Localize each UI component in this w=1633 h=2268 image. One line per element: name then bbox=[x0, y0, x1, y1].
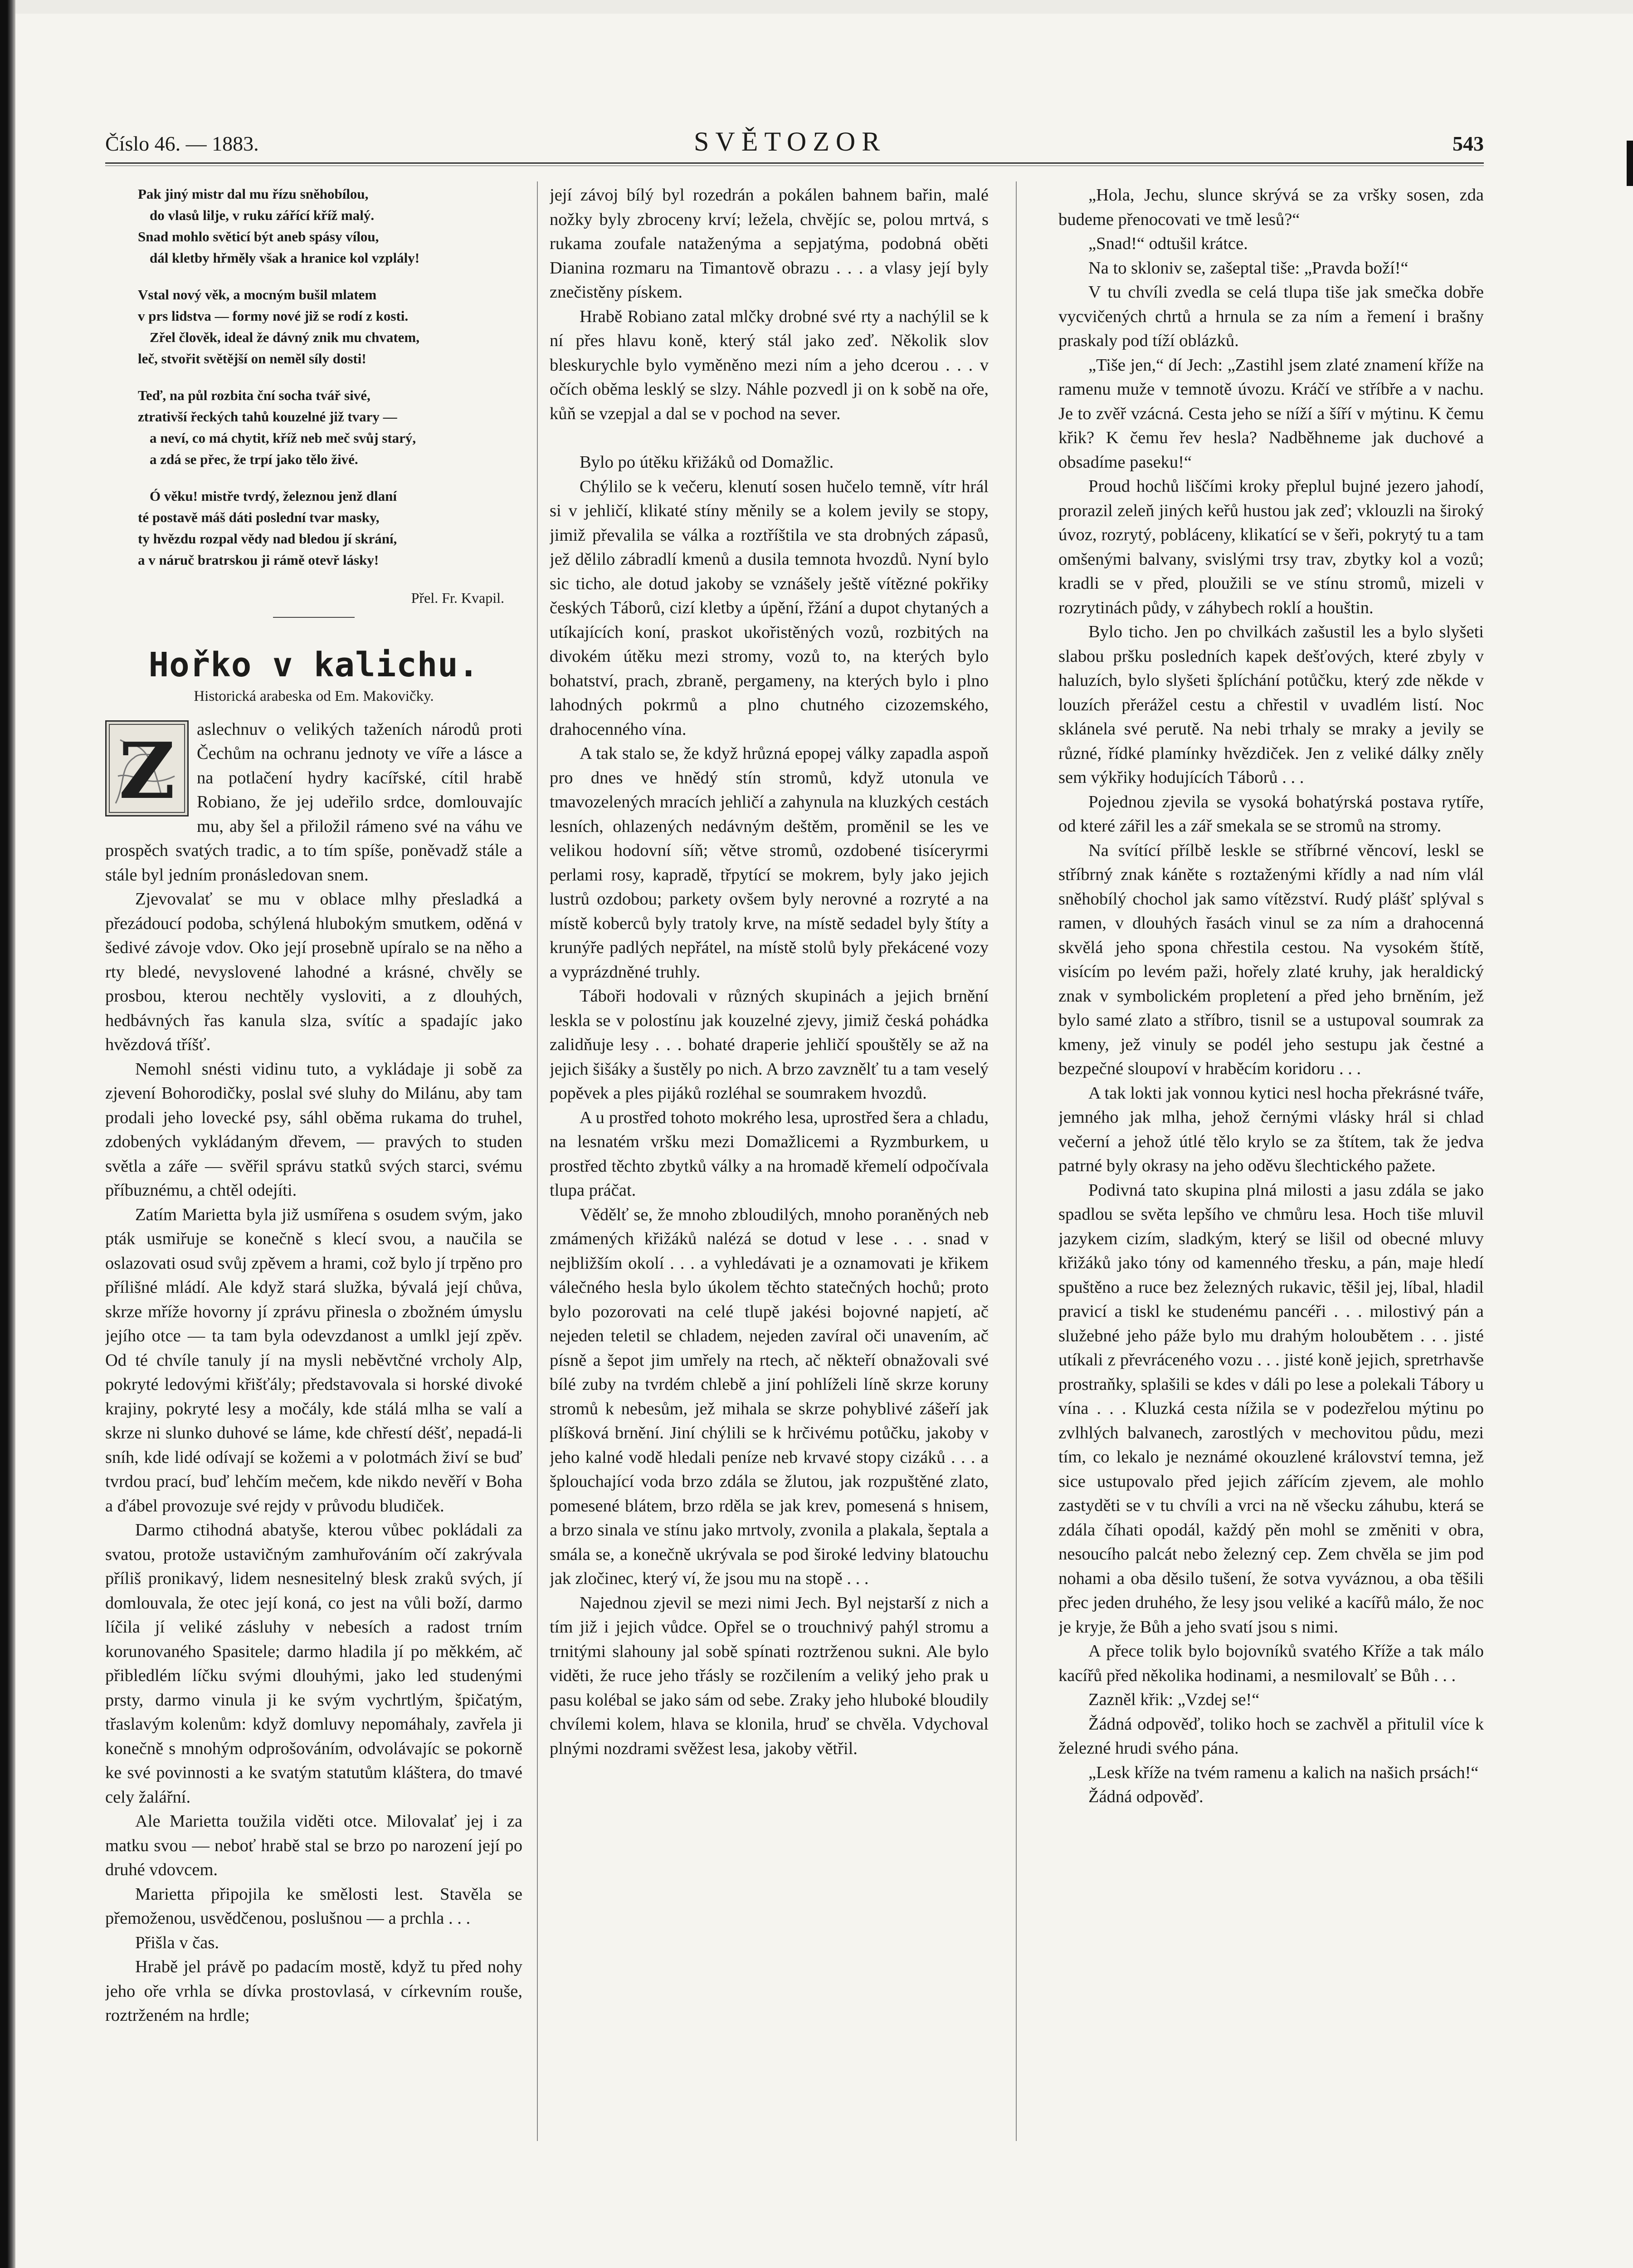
paragraph: Proud hochů liščími kroky přeplul bujné jezero jahodí, prorazil zeleň jiných keřů hustou jak zeď; vklouzli na široký úvoz, rozrytý, pobláceny, klikatící se v šeři, pokrytý tu a tam omšenými balvany, svislými trsy trav, zbytky kol a vozů; kradli se v před, ploužili se ve stínu stromů, mizeli v rozrytinách půdy, v záhybech roklí a houštin. bbox=[1058, 477, 1484, 617]
poem-line: ztrativší řeckých tahů kouzelné již tvary — bbox=[138, 409, 397, 425]
poem-line: leč, stvořit světější on neměl síly dosti! bbox=[138, 351, 366, 367]
poem-line: té postavě máš dáti poslední tvar masky, bbox=[138, 509, 380, 525]
paragraph: A tak lokti jak vonnou kytici nesl hocha překrásné tváře, jemného jak mlha, jehož černými vlásky hrál si chlad večerní a jehož útlé tělo krylo se za štítem, tak že jedva patrné byly okrasy na jeho oděvu šlechtického pažete. bbox=[1058, 1083, 1484, 1175]
dropcap-letter: Z bbox=[118, 725, 175, 816]
article-title: Hořko v kalichu. bbox=[148, 645, 479, 684]
paragraph: Marietta připojila ke smělosti lest. Stavěla se přemoženou, usvědčenou, poslušnou — a prchla . . . bbox=[105, 1884, 522, 1928]
page-number: 543 bbox=[1453, 132, 1484, 155]
paragraph: „Tiše jen,“ dí Jech: „Zastihl jsem zlaté znamení kříže na ramenu muže v temnotě úvozu. Kráčí ve stříbře a v nachu. Je to zvěř vzácná. Cesta jeho se níží a šíří v mýtinu. K čemu křik? K čemu řev hesla? Nadběhneme jak duchové a obsadíme paseku!“ bbox=[1058, 355, 1484, 472]
page-header bbox=[105, 126, 1484, 162]
paragraph: A tak stalo se, že když hrůzná epopej války zapadla aspoň pro dnes ve hnědý stín stromů, když utonula ve tmavozelených mracích jehličí a zahynula na kluzkých cestách lesních, ohlazených nedávným deštěm, proměnil se les ve velikou hodovní síň; větve stromů, ozdobené tisíceryrmi perlami rosy, kapradě, třpytící se mokrem, byly jako jejich lustrů ozdobou; parkety ovšem byly nerovné a rozryté a na místě koberců byly tratoly krve, na místě sedadel byly štíty a krunýře padlých nepřátel, na místě stolů byly překácené vozy a vyprázdněné truhly. bbox=[550, 744, 989, 982]
paragraph: Darmo ctihodná abatyše, kterou vůbec pokládali za svatou, protože ustavičným zamhuřováním očí zakrývala příliš pronikavý, lidem nesnesitelný blesk zraků svých, jí domlouvala, že otec její koná, co jest na vůli boží, darmo líčila jí veliké zásluhy v nebesích a radost trním korunovaného Spasitele; darmo hladila jí po měkkém, ač přibledlém líčku svými dlouhými, jako led studenými prsty, darmo vinula ji ke svým vychrtlým, špičatým, třaslavým kolenům: když domluvy nepomáhaly, zavřela ji konečně s mnohým odprošováním, odvolávajíc se pokorně ke své povinnosti a ke svatým statutům kláštera, do tmavé cely žalářní. bbox=[105, 1520, 522, 1807]
poem-stanza bbox=[138, 485, 522, 571]
paragraph: Hrabě jel právě po padacím mostě, když tu před nohy jeho oře vrhla se dívka prostovlasá, v církevním rouše, roztrženém na hrdle; bbox=[105, 1957, 522, 2025]
paragraph: Najednou zjevil se mezi nimi Jech. Byl nejstarší z nich a tím již i jejich vůdce. Opřel se o trouchnivý pahýl stromu a trnitými slahouny jal sobě spínati roztrženou sukni. Ale bylo viděti, že ruce jeho třásly se rozčilením a veliký jeho prak u pasu kolébal se jako sám od sebe. Zraky jeho hluboké bloudily chvílemi kolem, hlava se klonila, hruď se chvěla. Vdychoval plnými nozdrami svěžest lesa, jakoby větřil. bbox=[550, 1593, 989, 1758]
column-divider bbox=[537, 181, 538, 2141]
paragraph: Přišla v čas. bbox=[135, 1933, 219, 1952]
column-1 bbox=[105, 183, 522, 2143]
paragraph: její závoj bílý byl rozedrán a pokálen bahnem bařin, malé nožky byly zbroceny krví; ležela, chvějíc se, polou mrtvá, s rukama zoufale nataženýma a sepjatýma, podobná oběti Dianina rozmaru na Timantově obrazu . . . a vlasy její byly znečistěny pískem. bbox=[550, 186, 989, 302]
section-break bbox=[550, 426, 989, 450]
paragraph: Pojednou zjevila se vysoká bohatýrská postava rytíře, od které zářil les a zář smekala se se stromů na stromy. bbox=[1058, 792, 1484, 836]
paragraph: aslechnuv o velikých taženích národů proti Čechům na ochranu jednoty ve víře a lásce a na potlačení hydry kacířské, cítil hrabě Robiano, že jej udeřilo srdce, domlouvajíc mu, aby šel a přiložil rámeno své na váhu ve prospěch svatých tradic, a to tím spíše, poněvadž stále a stále byl jedním pronásledovan snem. bbox=[105, 719, 522, 885]
article-byline: Historická arabeska od Em. Makovičky. bbox=[194, 688, 434, 704]
poem-line: ty hvězdu rozpal vědy nad bledou jí skrání, bbox=[138, 531, 397, 547]
paragraph: Na svítící přílbě leskle se stříbrné věncoví, leskl se stříbrný znak káněte s roztaženými křídly a nad ním vlál sněhobílý chochol jak samo vítězství. Rudý plášť splýval s ramen, v dlouhých řasách vinul se za ním a drahocenná skvělá jeho spona chřestila cestou. Na vysokém štítě, visícím po levém paži, hořely zlaté kruhy, jak heraldický znak v symbolickém propletení a před jeho brněním, jež bylo samé zlato a stříbro, tisnil se a ustupoval soumrak za kmeny, jež vinuly se podél jeho sestupu jak čestné a bezpečné sloupoví v hraběcím koridoru . . . bbox=[1058, 841, 1484, 1078]
paragraph: Nemohl snésti vidinu tuto, a vykládaje ji sobě za zjevení Bohorodičky, poslal své sluhy do Milánu, aby tam prodali jeho lovecké psy, sáhl oběma rukama do truhel, zdobených vykládaným dřevem, — pravých to studen světla a záře — svěřil správu statků svých starci, svému příbuznému, a chtěl odejíti. bbox=[105, 1059, 522, 1200]
poem-line: Snad mohlo světicí být aneb spásy vílou, bbox=[138, 229, 379, 244]
paragraph: Žádná odpověď, toliko hoch se zachvěl a přitulil více k železné hrudi svého pána. bbox=[1058, 1714, 1484, 1758]
poem-line: a v náruč bratrskou ji rámě otevř lásky! bbox=[138, 552, 379, 568]
paragraph: „Snad!“ odtušil krátce. bbox=[1088, 234, 1248, 253]
paragraph: Bylo ticho. Jen po chvilkách zašustil les a bylo slyšeti slabou pršku posledních kapek dešťových, které zbyly v haluzích, bylo slyšeti šplíchání potůčku, který zde někde v louzích přerážel cestu a chřestil v uvadlém listí. Noc sklánela své perutě. Na nebi trhaly se mraky a jevily se různé, řídké plamínky hvězdiček. Jen z veliké dálky zněly sem výkřiky hodujících Táborů . . . bbox=[1058, 622, 1484, 787]
paragraph: Žádná odpověď. bbox=[1088, 1787, 1204, 1806]
ornamental-initial-z bbox=[105, 720, 189, 816]
scan-edge-mark bbox=[1627, 141, 1633, 186]
paragraph: „Hola, Jechu, slunce skrývá se za vršky sosen, zda budeme přenocovati ve tmě lesů?“ bbox=[1058, 186, 1484, 229]
column-divider bbox=[1016, 181, 1017, 2141]
poem-line: a neví, co má chytit, kříž neb meč svůj starý, bbox=[150, 430, 416, 446]
paragraph: Bylo po útěku křižáků od Domažlic. bbox=[580, 453, 834, 472]
issue-number: Číslo 46. — 1883. bbox=[105, 132, 259, 155]
poem-line: v prs lidstva — formy nové již se rodí z kosti. bbox=[138, 308, 409, 324]
paragraph: Na to skloniv se, zašeptal tiše: „Pravda boží!“ bbox=[1088, 258, 1409, 278]
poem-line: dál kletby hřměly však a hranice kol vzplály! bbox=[150, 250, 420, 266]
paragraph: Vědělť se, že mnoho zbloudilých, mnoho poraněných neb zmámených křižáků nalézá se dotud v lese . . . snad v nejbližším okolí . . . a vyhledávati je a oznamovati je křikem válečného hesla bylo úkolem těchto statečných hochů; proto bylo pozorovati na celé tlupě jakési bojovné napjetí, ač nejeden teletil se chladem, nejeden zavíral oči unavením, ač písně a šepot jim umřely na rtech, ač někteří obnažovali své bílé zuby na tvrdém chlebě a jiní pohlíželi líně skrze koruny stromů k nebesům, jež mihala se skrze pohyblivé zášeří jak plíšková brnění. Jiní chýlili se k hrčivému potůčku, jakoby v jeho kalné vodě hledali peníze neb krvavé stopy cizáků . . . a šplouchající voda brzo zdála se žlutou, jak rozpuštěné zlato, pomesené blátem, brzo rděla se jak krev, pomesená s hnisem, a brzo sinala ve stínu jako mrtvoly, zvonila a plakala, šeptala a smála se, a konečně ukrývala se pod široké ledviny blatouchu jak zločinec, který ví, že jsou mu na stopě . . . bbox=[550, 1205, 989, 1588]
poem-line: a zdá se přec, že trpí jako tělo živé. bbox=[150, 451, 358, 467]
paragraph: V tu chvíli zvedla se celá tlupa tiše jak smečka dobře vycvičených chrtů a hrnula se za ním a řemení i brašny praskaly pod tíží oblázků. bbox=[1058, 283, 1484, 350]
column-3 bbox=[1058, 183, 1484, 2143]
poem-line: Pak jiný mistr dal mu řízu sněhobílou, bbox=[138, 186, 369, 202]
paragraph: Zjevovalať se mu v oblace mlhy přesladká a přezádoucí podoba, schýlená hlubokým smutkem, oděná v šedivé závoje vdov. Oko její prosebně upíralo se na něho a rty bledé, nevyslovené lahodné a krásné, chvěly se prosbou, kterou nechtěly vysloviti, a z dlouhých, hedbávných řas kanula slza, svítíc a spadajíc jako hvězdová tříšť. bbox=[105, 890, 522, 1054]
poem-line: do vlasů lilje, v ruku zářící kříž malý. bbox=[150, 207, 375, 223]
paragraph: Podivná tato skupina plná milosti a jasu zdála se jako spadlou se světa lepšího ve chmůru lesa. Hoch tiše mluvil jazykem cizím, sladkým, který se lišil od obecné mluvy křižáků jako tóny od kamenného třesku, a pán, maje hledí spuštěno a ruce bez železných rukavic, těšil jej, líbal, hladil pravicí a tiskl ke studenému pancéři . . . milostivý pán a služebné jeho páže bylo mu drahým holoubětem . . . jisté utíkali z převráceného vozu . . . jisté koně jejich, spretrhavše prostraňky, splašili se kdes v dáli po lese a polekali Tábory u vína . . . Kluzká cesta nížila se v podezřelou mýtinu po zvlhlých balvanech, zarostlých v mechovitou půdu, mezi tím, co lekalo je neznámé okouzlené království temna, jež sice ustupovalo před jejich zářícím zjevem, ale mohlo zastyděti se v tu chvíli a vrci na ně všecku záhubu, která se zdála číhati opodál, každý pěn mohl se změniti v obra, nesoucího palcát nebo železný cep. Zem chvěla se jim pod nohami a oba děsilo tušení, že sotva vyváznou, a oba těšili přec jeden druhého, že lesy jsou veliké a kacířů málo, že noc je kryje, že Bůh a jeho svatí jsou s nimi. bbox=[1058, 1180, 1484, 1637]
paragraph: A u prostřed tohoto mokrého lesa, uprostřed šera a chladu, na lesnatém vršku mezi Domažlicemi a Ryzmburkem, u prostřed těchto zbytků války a na hromadě křemelí odpočívala tlupa práčat. bbox=[550, 1108, 989, 1200]
poem-stanza bbox=[138, 284, 522, 369]
paragraph: Ale Marietta toužila viděti otce. Milovalať jej i za matku svou — neboť hrabě stal se brzo po narození její po druhé vdovcem. bbox=[105, 1812, 522, 1879]
poem-line: Zřel člověk, ideal že dávný znik mu chvatem, bbox=[150, 329, 419, 345]
paragraph: Chýlilo se k večeru, klenutí sosen hučelo temně, vítr hrál si v jehličí, klikaté stíny měnily se a kolem jevily se stopy, jimiž převalila se válka a roztříštila ve sta drobných zápasů, jež dělilo zábradlí kmenů a dusila temnota hvozdů. Nyní bylo sic ticho, ale dotud jakoby se vznášely ještě vítězné pokřiky českých Táborů, cizí kletby a úpění, řžání a dupot chytaných a utíkajících koní, praskot ukořistěných vozů, rozbitých na divokém útěku mezi stromy, vozů to, na kterých bylo bohatství, prach, zbraně, pergameny, na kterých bylo i plno lahodných pokrmů a plno chutného cizozemského, drahocenného vína. bbox=[550, 477, 989, 739]
paragraph: A přece tolik bylo bojovníků svatého Kříže a tak málo kacířů před několika hodinami, a nesmilovalť se Bůh . . . bbox=[1058, 1642, 1484, 1685]
paragraph: Táboři hodovali v různých skupinách a jejich brnění leskla se v polostínu jak kouzelné zjevy, jimiž česká pohádka zalidňuje lesy . . . bohaté draperie jehličí spouštěly se až na jejich šišáky a šustěly po nich. A brzo zavznělť tu a tam veselý popěvek a ples pijáků rozléhal se soumrakem hvozdů. bbox=[550, 987, 989, 1103]
poem-line: Ó věku! mistře tvrdý, železnou jenž dlaní bbox=[150, 488, 397, 504]
column-2 bbox=[550, 183, 989, 2143]
masthead-title: SVĚTOZOR bbox=[694, 127, 887, 156]
poem-line: Vstal nový věk, a mocným bušil mlatem bbox=[138, 287, 377, 303]
translator-credit: Přel. Fr. Kvapil. bbox=[411, 590, 504, 606]
poem-stanza bbox=[138, 183, 522, 269]
header-rule bbox=[105, 162, 1484, 166]
poem-stanza bbox=[138, 385, 522, 470]
poem-line: Teď, na půl rozbita ční socha tvář sivé, bbox=[138, 387, 370, 403]
section-rule bbox=[273, 617, 355, 618]
paragraph: Zatím Marietta byla již usmířena s osudem svým, jako pták usmiřuje se konečně s klecí svou, a naučila se oslazovati osud svůj zpěvem a hrami, což bylo jí trpěno pro přílišné mládí. Ale když stará služka, bývalá její chůva, skrze mříže hovorny jí zprávu přinesla o zbožném úmyslu jejího otce — ta tam byla odevzdanost a umlkl její zpěv. Od té chvíle tanuly jí na mysli neběvtčné vrcholy Alp, pokryté ledovými křišťály; představovala si horské divoké krajiny, pokryté lesy a močály, kde stálá mlha se valí a skrze ni slunko duhové se láme, kde chřestí déšť, nepadá-li sníh, kde lidé odívají se kožemi a v polotmách živí se buď tvrdou prací, buď lehčím mečem, kde nikdo nevěří v Boha a ďábel provozuje své rejdy v průvodu bludiček. bbox=[105, 1205, 522, 1515]
poem bbox=[138, 183, 522, 571]
paragraph: Hrabě Robiano zatal mlčky drobné své rty a nachýlil se k ní přes hlavu koně, který stál jako zeď. Několik slov bleskurychle bylo vyměněno mezi ním a jeho dcerou . . . v očích oběma lesklý se slzy. Náhle pozvedl ji on k sobě na oře, kůň se vzepjal a dal se v pochod na sever. bbox=[550, 307, 989, 423]
paragraph: „Lesk kříže na tvém ramenu a kalich na našich prsách!“ bbox=[1088, 1763, 1479, 1782]
paragraph: Zazněl křik: „Vzdej se!“ bbox=[1088, 1690, 1260, 1709]
scan-binding-edge bbox=[0, 0, 15, 2268]
